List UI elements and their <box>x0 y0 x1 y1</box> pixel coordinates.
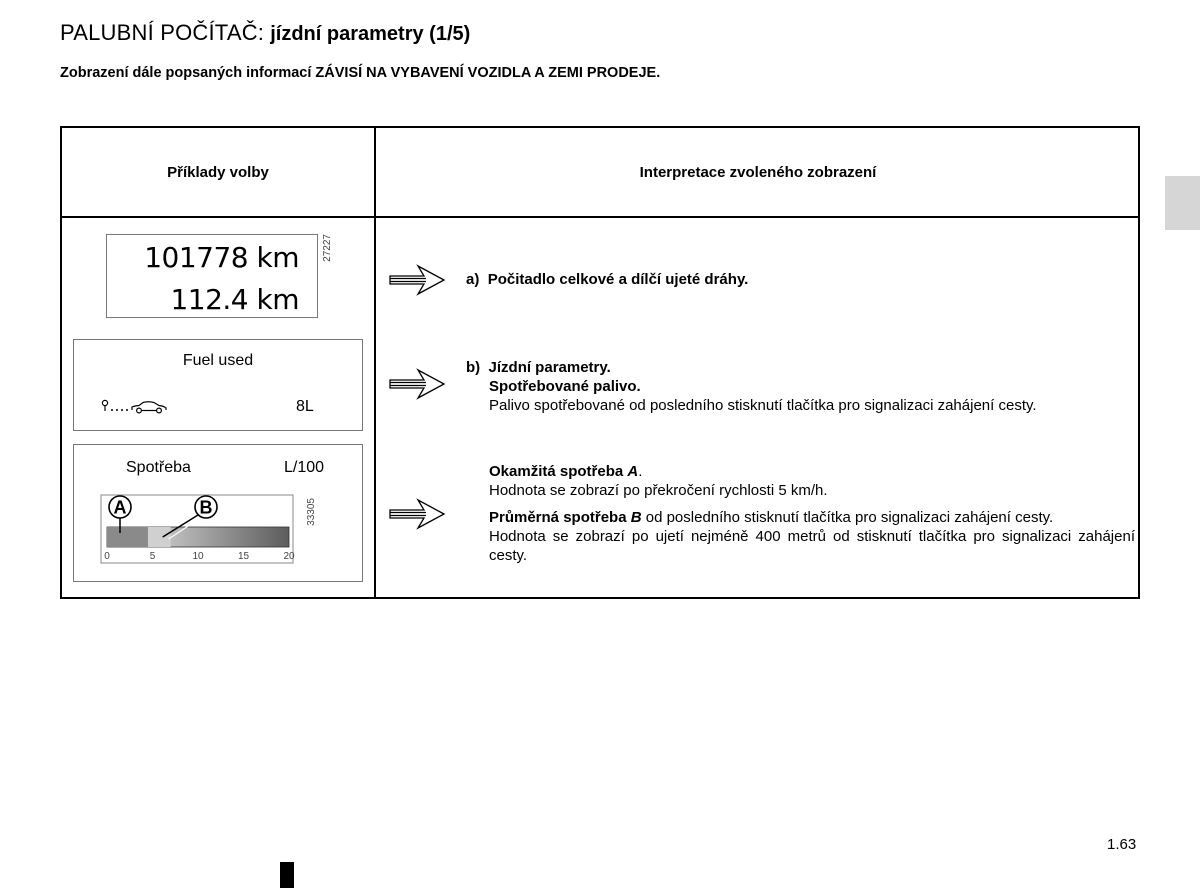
section-tab <box>1165 176 1200 230</box>
marker-a: A <box>113 497 127 518</box>
instant-dot: . <box>638 463 643 480</box>
average-rest: od posledního stisknutí tlačítka pro signalizaci zahájení cesty. <box>641 509 1054 526</box>
arrow-right-icon <box>388 264 446 301</box>
fuel-used-title: Fuel used <box>182 352 254 369</box>
column-header-interpretation: Interpretace zvoleného zobrazení <box>639 163 877 181</box>
row-b-description: Palivo spotřebované od posledního stisknutí tlačítka pro signalizaci zahájení cesty. <box>489 397 1037 414</box>
row-a-text <box>466 270 748 289</box>
average-description: Hodnota se zobrazí po ujetí nejméně 400 metrů od stisknutí tlačítka pro signalizaci zahájení cesty. <box>489 528 1135 564</box>
odometer-trip: 112.4 km <box>170 283 299 316</box>
marker-b: B <box>199 497 213 518</box>
info-table <box>60 126 1140 599</box>
page-subtitle: Zobrazení dále popsaných informací ZÁVISÍ NA VYBAVENÍ VOZIDLA A ZEMI PRODEJE. <box>60 65 661 81</box>
fuel-used-display <box>73 339 363 431</box>
row-b-subtitle: Spotřebované palivo. <box>489 378 641 395</box>
row-a-prefix: a) <box>466 271 480 288</box>
arrow-right-icon <box>388 498 446 535</box>
scale-tick-label: 10 <box>192 551 204 562</box>
instant-fill <box>107 527 148 547</box>
fuel-used-value: 8L <box>296 398 314 415</box>
figure-number: 33305 <box>306 498 317 526</box>
row-c-text <box>489 462 1135 565</box>
header-divider <box>62 216 1138 218</box>
row-b-title: Jízdní parametry. <box>488 359 611 376</box>
instant-description: Hodnota se zobrazí po překročení rychlosti 5 km/h. <box>489 482 828 499</box>
odometer-display <box>106 234 318 318</box>
scale-tick-label: 0 <box>104 551 110 562</box>
average-title: Průměrná spotřeba <box>489 509 627 526</box>
row-a-description: Počitadlo celkové a dílčí ujeté dráhy. <box>487 271 749 288</box>
average-letter: B <box>630 509 642 526</box>
scale-tick-label: 5 <box>149 551 156 562</box>
consumption-scale <box>100 493 300 567</box>
figure-number: 27227 <box>322 234 333 262</box>
row-b-prefix: b) <box>466 359 481 376</box>
scale-tick-label: 20 <box>283 551 295 562</box>
page-title <box>60 18 470 49</box>
instant-title: Okamžitá spotřeba <box>489 463 624 480</box>
consumption-unit: L/100 <box>284 459 325 476</box>
title-sub: jízdní parametry (1/5) <box>270 23 471 45</box>
trip-car-icon <box>101 398 177 419</box>
page-number: 1.63 <box>1107 836 1137 853</box>
column-header-examples: Příklady volby <box>167 163 269 181</box>
row-b-text <box>466 358 1037 415</box>
title-main: PALUBNÍ POČÍTAČ: <box>60 20 265 45</box>
consumption-label: Spotřeba <box>126 459 191 476</box>
footer-marker <box>280 862 294 888</box>
instant-letter: A <box>627 463 639 480</box>
odometer-total: 101778 km <box>144 241 299 274</box>
arrow-right-icon <box>388 368 446 405</box>
scale-tick-label: 15 <box>237 551 250 562</box>
consumption-display <box>73 444 363 582</box>
